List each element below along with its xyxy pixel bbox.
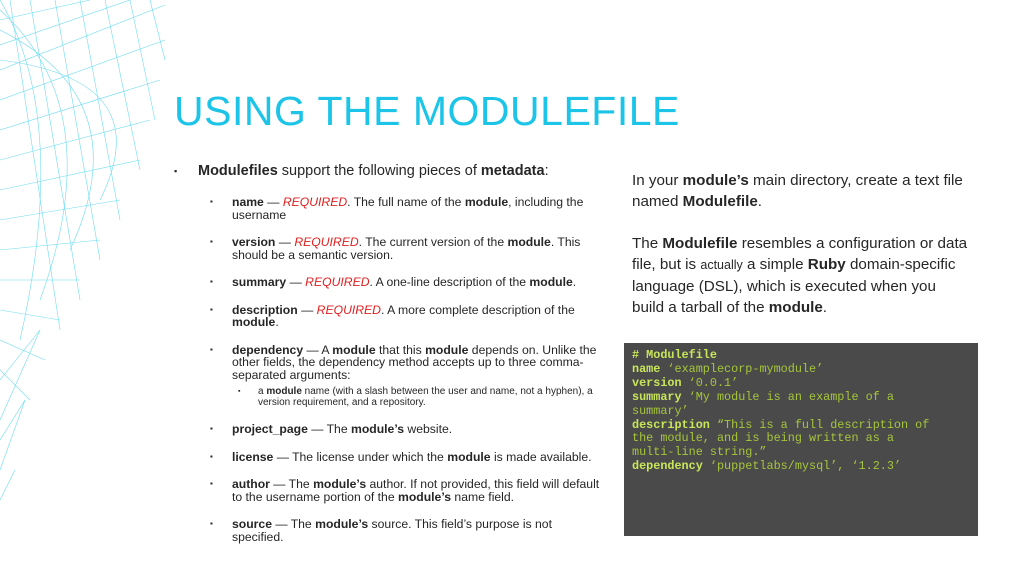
code-line — [632, 405, 970, 419]
dependency-sub-bullet — [230, 387, 604, 408]
field-text: that this — [375, 342, 426, 357]
field-item-description — [174, 304, 604, 329]
sub-text: a — [258, 386, 267, 397]
field-text: . — [275, 315, 279, 329]
code-line — [632, 419, 970, 433]
field-text: depends on. Unlike the other fields, the dependency method accepts up to three comma-separated arguments: — [232, 342, 597, 382]
square-bullet-icon: ▪ — [210, 304, 213, 314]
field-text: . A more complete description of the — [381, 302, 575, 317]
field-text: . — [572, 275, 577, 289]
square-bullet-icon: ▪ — [238, 388, 241, 395]
slide-title: USING THE MODULEFILE — [174, 88, 680, 134]
text: domain-specific language (DSL), which is executed when you build a tarball of the — [632, 256, 956, 316]
intro-bullet — [174, 162, 604, 180]
code-keyword: version — [632, 375, 682, 390]
field-name: license — [232, 449, 274, 464]
code-value: ‘examplecorp-mymodule’ — [660, 361, 824, 376]
field-bold: module — [507, 235, 551, 249]
field-text: name field. — [451, 489, 515, 504]
square-bullet-icon: ▪ — [210, 479, 213, 488]
code-value: multi-line string.” — [632, 445, 767, 460]
code-keyword: # Modulefile — [632, 348, 717, 362]
field-bold: module — [332, 342, 376, 357]
field-bold: module — [529, 275, 573, 289]
code-line — [632, 446, 970, 460]
square-bullet-icon: ▪ — [210, 519, 213, 528]
field-bold: module — [464, 195, 509, 209]
field-name: summary — [232, 275, 287, 289]
field-name: description — [232, 302, 298, 317]
code-line — [632, 377, 970, 391]
sub-text: name (with a slash between the user and name, not a hyphen), a version requirement, and a repository. — [258, 386, 593, 408]
modulefile-code-block — [624, 343, 978, 536]
field-text: website. — [404, 422, 453, 436]
intro-colon: : — [544, 163, 549, 179]
paragraph-gap — [632, 212, 972, 233]
code-value: ‘My module is an example of a — [681, 389, 894, 404]
field-text: . The full name of the — [347, 195, 465, 209]
intro-text: support the following pieces of — [277, 163, 481, 179]
field-sep: — — [286, 275, 306, 289]
field-bold: module — [425, 342, 469, 357]
field-bold: module’s — [398, 489, 452, 504]
bold-text: Modulefile — [682, 193, 758, 210]
code-value: “This is a full description of — [709, 417, 930, 432]
field-text: . A one-line description of the — [369, 275, 530, 289]
field-text: . This should be a semantic version. — [232, 235, 581, 262]
code-line — [632, 349, 970, 363]
field-item-dependency — [174, 344, 604, 409]
sub-bold: module — [266, 386, 302, 397]
field-text: — The — [271, 517, 316, 531]
required-label: REQUIRED — [305, 275, 370, 289]
square-bullet-icon: ▪ — [210, 277, 213, 286]
square-bullet-icon: ▪ — [174, 166, 178, 176]
text: a simple — [742, 256, 808, 273]
code-value: ‘puppetlabs/mysql’, ‘1.2.3’ — [702, 459, 902, 474]
code-line — [632, 363, 970, 377]
text: . — [757, 193, 762, 210]
field-text: , including the username — [232, 195, 584, 222]
code-value: summary’ — [632, 403, 689, 418]
required-label: REQUIRED — [294, 235, 359, 249]
field-item-version — [174, 236, 604, 261]
square-bullet-icon: ▪ — [210, 451, 213, 461]
text: In your — [632, 172, 683, 189]
bold-text: Modulefile — [662, 235, 738, 252]
required-label: REQUIRED — [316, 302, 381, 317]
code-keyword: summary — [632, 389, 682, 404]
code-line — [632, 432, 970, 446]
field-item-name — [174, 196, 604, 221]
field-name: version — [232, 235, 276, 249]
bold-text: module’s — [682, 172, 749, 189]
field-text: source. This field’s purpose is not specified. — [232, 517, 552, 544]
field-bold: module’s — [313, 477, 367, 491]
square-bullet-icon: ▪ — [210, 197, 213, 206]
field-sep: — — [297, 302, 317, 317]
field-item-project-page — [174, 423, 604, 436]
field-bold: module’s — [351, 422, 405, 436]
code-line — [632, 460, 970, 474]
code-value: ‘0.0.1’ — [681, 375, 739, 390]
field-name: author — [232, 477, 270, 491]
intro-term: Modulefiles — [198, 163, 278, 179]
paragraph-ruby-dsl — [632, 233, 972, 318]
square-bullet-icon: ▪ — [210, 237, 213, 246]
field-item-author — [174, 478, 604, 503]
explanation-text — [632, 170, 972, 318]
code-line — [632, 391, 970, 405]
field-sep: — — [275, 235, 295, 249]
bold-text: Ruby — [807, 256, 846, 273]
field-sep: — — [263, 195, 283, 209]
intro-term2: metadata — [480, 163, 545, 179]
bold-text: module — [768, 299, 823, 316]
field-name: name — [232, 195, 264, 209]
field-bold: module’s — [315, 517, 369, 531]
field-text: — A — [303, 342, 333, 357]
field-text: is made available. — [490, 449, 592, 464]
field-bold: module — [447, 449, 491, 464]
code-value: the module, and is being written as a — [632, 431, 894, 446]
field-text: — The — [269, 477, 314, 491]
field-item-summary — [174, 276, 604, 289]
text: main directory, create a text file named — [632, 172, 963, 210]
square-bullet-icon: ▪ — [210, 344, 213, 354]
text: resembles a configuration or data file, but is — [632, 235, 968, 273]
text: . — [822, 299, 828, 316]
field-text: . The current version of the — [358, 235, 508, 249]
field-name: source — [232, 517, 272, 531]
text: The — [632, 235, 663, 252]
code-keyword: dependency — [632, 459, 703, 474]
field-bold: module — [232, 315, 276, 329]
field-text: — The — [307, 422, 351, 436]
metadata-list — [174, 162, 604, 558]
field-name: dependency — [232, 342, 304, 357]
required-label: REQUIRED — [282, 195, 348, 209]
field-name: project_page — [232, 422, 308, 436]
code-keyword: description — [632, 417, 710, 432]
field-item-license — [174, 451, 604, 464]
field-text: — The license under which the — [273, 449, 448, 464]
paragraph-create-file — [632, 170, 972, 212]
field-item-source — [174, 518, 604, 543]
code-keyword: name — [632, 361, 661, 376]
field-text: author. If not provided, this field will default to the username portion of the — [232, 477, 600, 504]
square-bullet-icon: ▪ — [210, 424, 213, 433]
small-text: actually — [700, 258, 743, 272]
wireframe-decoration — [0, 0, 170, 576]
